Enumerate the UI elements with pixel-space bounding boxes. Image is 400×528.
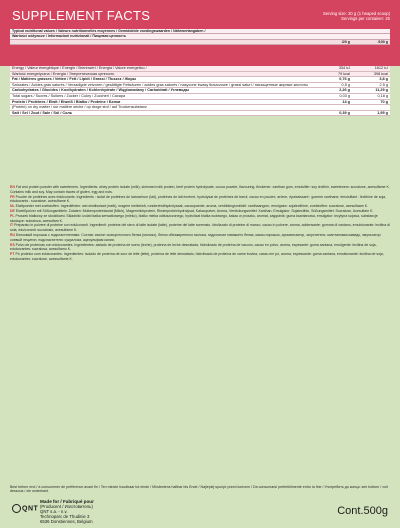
nutrition-table-header — [10, 29, 390, 45]
value-per-100g — [350, 29, 388, 33]
value-per-100g — [350, 105, 388, 110]
value-per-100g — [350, 34, 388, 38]
nutrient-label: Typical nutritional values / Valeurs nutritionnelles moyennes / Gemiddelde voedingswaarden / Nährwertangaben / — [12, 29, 206, 33]
made-for-title: Made for / Fabriqué pour — [40, 499, 94, 504]
serving-info — [323, 11, 390, 21]
ingredients-paragraph — [10, 195, 390, 205]
ingredients-text: Preparato in polvere di proteine con edulcoranti. Ingredienti: proteine del siero di latte isolate (latte), proteine del latte scremato, idrolizzato di proteine di manzo, cacao in polvere, aroma, addensante: gomma di xantano, emulsionante: lecitina di soia, edulcoranti: sucralosio, acesulfame K. — [10, 223, 390, 233]
ingredients-text: Pó proteico com edulcorantes. Ingredientes: isolado de proteína de soro de leite (leite), proteína de leite desnatado, hidrolisado de proteína de carne bovina, cacau em pó, aroma, espessante: goma xantana, emulsionante: lecitina de soja, edulcorantes: sucralose, acessulfame K. — [10, 252, 384, 261]
value-per-100g: 0,18 g — [377, 93, 388, 98]
nutrient-label: Wartości odżywcze / Informazioni nutrizionali / Пищевая ценность — [12, 34, 127, 39]
ingredients-paragraph — [10, 223, 390, 233]
value-per-serving: 334 kJ — [338, 66, 350, 70]
nutrient-label: Fat / Matières grasses / Vetten / Fett / Lipidi / Grassi / Tłuszcz / Жиры — [12, 77, 137, 82]
made-for-line3: Technoparc de Thudinie 3 — [40, 514, 90, 519]
made-for-block — [40, 499, 94, 524]
language-code: RU — [10, 232, 16, 237]
value-per-serving: 14 g — [342, 99, 350, 104]
serving-size: Serving size: 20 g (1 heaped scoop) — [322, 11, 390, 16]
value-per-100g: 398 kcal — [373, 71, 388, 76]
nutrient-label: Saturates / Acides gras saturés / Verzadigde vetzuren / gesättigte Fettsäuren / acides gras saturés / nasycone kwasy tłuszczowe / grassi saturi / насыщенные жирные кислоты — [12, 82, 309, 87]
value-per-serving: 0,76 g — [339, 77, 350, 82]
servings-per-container: Servings per container: 25 — [341, 16, 390, 21]
brand-name: QNT — [22, 505, 39, 513]
nutrient-label: (Protein) on dry matter / sur matière sèche / op droge stof / auf Trockensubstanz — [12, 105, 147, 110]
language-code: ES — [10, 242, 15, 247]
ingredients-paragraph — [10, 233, 390, 243]
value-per-serving — [312, 29, 350, 33]
ingredients-paragraph — [10, 185, 390, 195]
language-code: PL — [10, 213, 15, 218]
language-code: FR — [10, 194, 15, 199]
language-code: IT — [10, 223, 14, 228]
nutrient-label: Total sugars / Sucres / Suikers / Zucker / Cukry / Zuccheri / Сахара — [12, 93, 126, 98]
nutrient-label: Salt / Sel / Zout / Sale / Sól / Соль — [12, 110, 73, 115]
language-code: DE — [10, 208, 15, 213]
value-per-serving: 0,39 g — [339, 110, 350, 115]
nutrient-label — [12, 40, 312, 44]
ingredients-paragraph — [10, 214, 390, 224]
value-per-100g: 3,8 g — [379, 77, 388, 82]
nutrition-table — [10, 66, 390, 116]
best-before-text: Best before end / à consommer de préférence avant fin / Ten minste houdbaar tot einde / Mindestens haltbar bis Ende / Najlepiej spożyć przed końcem / Da consumarsi preferibilmente entro la fine / Употребить до конца: see bottom / voir dessous / zie onderkant. — [10, 485, 389, 494]
value-per-serving: 0,5 g — [341, 82, 350, 87]
value-per-serving: /20 g — [341, 39, 350, 44]
ingredients-text: Eiweißpulver mit Süßungsmitteln. Zutaten: Molkenproteinisolat (Milch), Magermilchprotein, Rinderproteinhydrolysat, Kakaopulver, Aroma, Verdickungsmittel: Xanthan, Emulgator: Sojalecithin, Süßungsmittel: Sucralose, Acesulfam K. — [15, 208, 374, 213]
value-per-serving — [312, 34, 350, 38]
made-for-line1: (Producent / Изготовитель) — [40, 504, 93, 509]
brand-logo — [12, 504, 38, 513]
value-per-100g: 1612 kJ — [374, 66, 388, 70]
nutrient-label: Energy / Valeur énergétique / Energie / Brennwert / Energia / Valore energetico / — [12, 66, 147, 70]
value-per-100g: 11,29 g — [375, 88, 388, 93]
ingredients-text: Proszek białkowy ze słodzikami. Składniki: izolat białka serwatkowego (mleko), białko mleka odtłuszczonego, hydrolizat białka wołowego, kakao w proszku, aromat, zagęstnik: guma ksantanowa, emulgator: lecytyna sojowa, substancje słodzące: sukraloza, acesulfam K. — [10, 213, 378, 223]
nutrition-row — [10, 40, 390, 45]
ingredients-paragraph — [10, 252, 390, 262]
ingredients-text: Poudre de protéines avec édulcorants. Ingrédients : isolat de protéines de lactosérum (lait), protéines de lait écrémé, hydrolysat de protéines de bœuf, cacao en poudre, arôme, épaississant : gomme xanthane, émulsifiant : lécithine de soja, édulcorants : sucralose, acésulfame K. — [10, 194, 387, 204]
made-for-line2: QNT s.a. - n.v. — [40, 509, 68, 514]
ingredients-paragraph — [10, 243, 390, 253]
logo-circle-icon — [12, 504, 21, 513]
value-per-100g: 2,5 g — [379, 82, 388, 87]
ingredients-text: Eiwitpoeder met zoetstoffen. Ingrediënten: wei-eiwitisolaat (melk), magere melkeiwit, rundereiwithydrolysaat, cacaopoeder, aroma, verdikkingsmiddel: xanthaangom, emulgator: sojalecithine, zoetstoffen: sucralose, acesulfaam K. — [15, 204, 369, 209]
nutrient-label: Carbohydrates / Glucides / Koolhydraten / Kohlenhydrate / Węglowodany / Carboidrati / Углеводы — [12, 88, 190, 93]
language-code: PT — [10, 252, 15, 257]
ingredients-block — [10, 185, 390, 483]
ingredients-text: Белковый порошок с подсластителями. Состав: изолят сывороточного белка (молоко), белок обезжиренного молока, гидролизат говяжьего белка, какао-порошок, ароматизатор, загуститель: ксантановая камедь, эмульгатор: соевый лецитин, подсластители: сукралоза, ацесульфам калия. — [10, 232, 382, 242]
language-code: EN — [10, 185, 15, 189]
nutrition-row — [10, 111, 390, 117]
nutrient-label: Protein / Protéines / Eiwit / Eiweiß / Białko / Proteine / Белки — [12, 99, 121, 104]
value-per-serving: 0,03 g — [339, 93, 350, 98]
language-code: NL — [10, 204, 15, 209]
supplement-facts-title: SUPPLEMENT FACTS — [12, 8, 151, 23]
value-per-100g: 1,95 g — [377, 110, 388, 115]
value-per-serving: 2,26 g — [339, 88, 350, 93]
value-per-100g: 70 g — [380, 99, 388, 104]
ingredients-text: Fat and protein powder with sweeteners. Ingredients: whey protein isolate (milk), skimmed milk protein, beef protein hydrolysate, cocoa powder, flavouring, thickener: xanthan gum, emulsifier: soy lecithin, sweeteners: sucralose, acesulfame K. Contains milk and soy. May contain traces of gluten, egg and nuts. — [10, 185, 390, 194]
value-per-serving — [312, 105, 350, 110]
value-per-100g: /100 g — [377, 39, 388, 44]
net-content: Cont.500g — [337, 505, 388, 517]
made-for-line4: 6536 Donstiennes, Belgium — [40, 519, 93, 524]
ingredients-text: Polvo de proteínas con edulcorantes. Ingredientes: aislado de proteína de suero (leche), proteína de leche desnatada, hidrolizado de proteína de vacuno, cacao en polvo, aroma, espesante: goma xantana, emulgente: lecitina de soja, edulcorantes: sucralosa, acesulfamo K. — [10, 242, 377, 252]
nutrient-label: Wartość energetyczna / Energia / Энергетическая ценность — [12, 71, 115, 76]
value-per-serving: 79 kcal — [337, 71, 350, 76]
